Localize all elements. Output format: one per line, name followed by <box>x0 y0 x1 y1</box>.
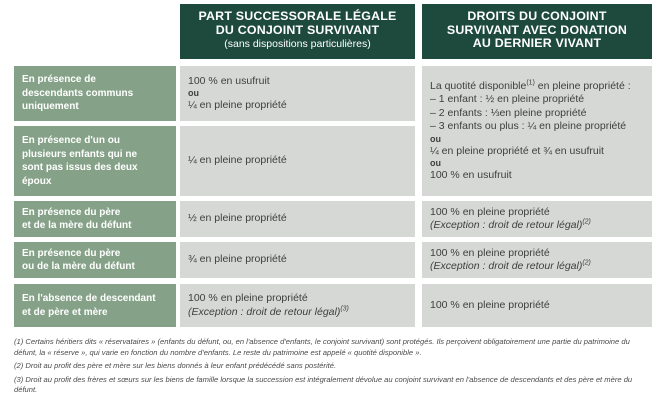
footnote-2: (2) Droit au profit des père et mère sur les biens donnés à leur enfant prédécédé sans postérité. <box>14 361 337 370</box>
row3-col1-line1: ½ en pleine propriété <box>188 212 287 225</box>
row3-col2-exception-text: (Exception : droit de retour légal) <box>430 219 583 231</box>
footnote-ref-3: (3) <box>340 305 349 312</box>
row5-col1-exception <box>188 306 407 320</box>
row1-2-col2-cell <box>422 66 652 196</box>
row1-col1-cell <box>180 66 415 121</box>
row2-col1-cell <box>180 126 415 196</box>
row-label-absence-descendant: En l'absence de descendant et de père et mère <box>14 284 176 327</box>
footnote-3: (3) Droit au profit des frères et sœurs sur les biens de famille lorsque la succession est intégralement dévolue au conjoint survivant en l'absence de descendants et des père et mère du défunt. <box>14 374 633 394</box>
row4-col2-line1: 100 % en pleine propriété <box>430 246 550 259</box>
row5-col1-exception-text: (Exception : droit de retour légal) <box>188 305 341 318</box>
row2-col1-line1: ¼ en pleine propriété <box>188 154 287 167</box>
footnotes <box>14 337 644 399</box>
row1-col2-item-3: – 3 enfants ou plus : ¼ en pleine propriété <box>430 120 627 132</box>
row4-col2-exception <box>430 260 644 274</box>
row5-col1-line1: 100 % en pleine propriété <box>188 292 308 304</box>
row3-col1-cell <box>180 201 415 237</box>
row1-col2-item-2: – 2 enfants : ⅓en pleine propriété <box>430 106 587 119</box>
row3-col2-line1: 100 % en pleine propriété <box>430 205 550 218</box>
row1-col2-ou-1: ou <box>430 133 441 144</box>
row-label-enfants-non-communs: En présence d'un ou plusieurs enfants qui ne sont pas issus des deux époux <box>14 126 176 196</box>
header-col1-title: PART SUCCESSORALE LÉGALE DU CONJOINT SURVIVANT <box>198 9 397 37</box>
row1-col2-intro-text-end: en pleine propriété : <box>534 79 631 92</box>
footnote-1: (1) Certains héritiers dits « réservataires » (enfants du défunt, ou, en l'absence d'enfants, le conjoint survivant) sont protégés. Ils perçoivent obligatoirement une partie du patrimoine du défunt, la « réserve », qui varie en fonction du nombre d'enfants. Le reste du patrimoine est appelé « quotité disponible ». <box>14 337 630 357</box>
row1-col2-line2: ¼ en pleine propriété et ¾ en usufruit <box>430 144 604 157</box>
row5-col1-cell <box>180 284 415 327</box>
footnote-ref-2: (2) <box>582 259 591 267</box>
row1-col2-ou-2: ou <box>430 158 441 168</box>
row-label-pere-ou-mere: En présence du père ou de la mère du défunt <box>14 242 176 278</box>
header-col1-subtitle: (sans dispositions particulières) <box>224 38 371 50</box>
row5-col2-cell <box>422 284 652 327</box>
row4-col1-line1: ¾ en pleine propriété <box>188 253 287 266</box>
row4-col1-cell <box>180 242 415 278</box>
row4-col2-exception-text: (Exception : droit de retour légal) <box>430 260 583 272</box>
row3-col2-exception <box>430 219 644 233</box>
row-label-pere-et-mere: En présence du père et de la mère du défunt <box>14 201 176 237</box>
row1-col1-ou: ou <box>188 88 199 98</box>
header-part-successorale <box>180 4 415 59</box>
row1-col2-item-1: – 1 enfant : ½ en pleine propriété <box>430 93 585 105</box>
footnote-ref-2: (2) <box>582 218 591 226</box>
row1-col1-line1: 100 % en usufruit <box>188 74 270 87</box>
row1-col2-intro-text: La quotité disponible <box>430 79 527 92</box>
row3-col2-cell <box>422 201 652 237</box>
footnote-ref-1: (1) <box>526 79 535 86</box>
header-col2-title: DROITS DU CONJOINT SURVIVANT AVEC DONATION AU DERNIER VIVANT <box>446 9 628 50</box>
row1-col1-line2: ¼ en pleine propriété <box>188 99 287 111</box>
row4-col2-cell <box>422 242 652 278</box>
row5-col2-line1: 100 % en pleine propriété <box>430 298 550 311</box>
header-droits-donation <box>422 4 652 59</box>
row1-col2-intro <box>430 80 644 94</box>
row-label-descendants-communs: En présence de descendants communs uniquement <box>14 66 176 121</box>
row1-col2-line3: 100 % en usufruit <box>430 169 512 181</box>
